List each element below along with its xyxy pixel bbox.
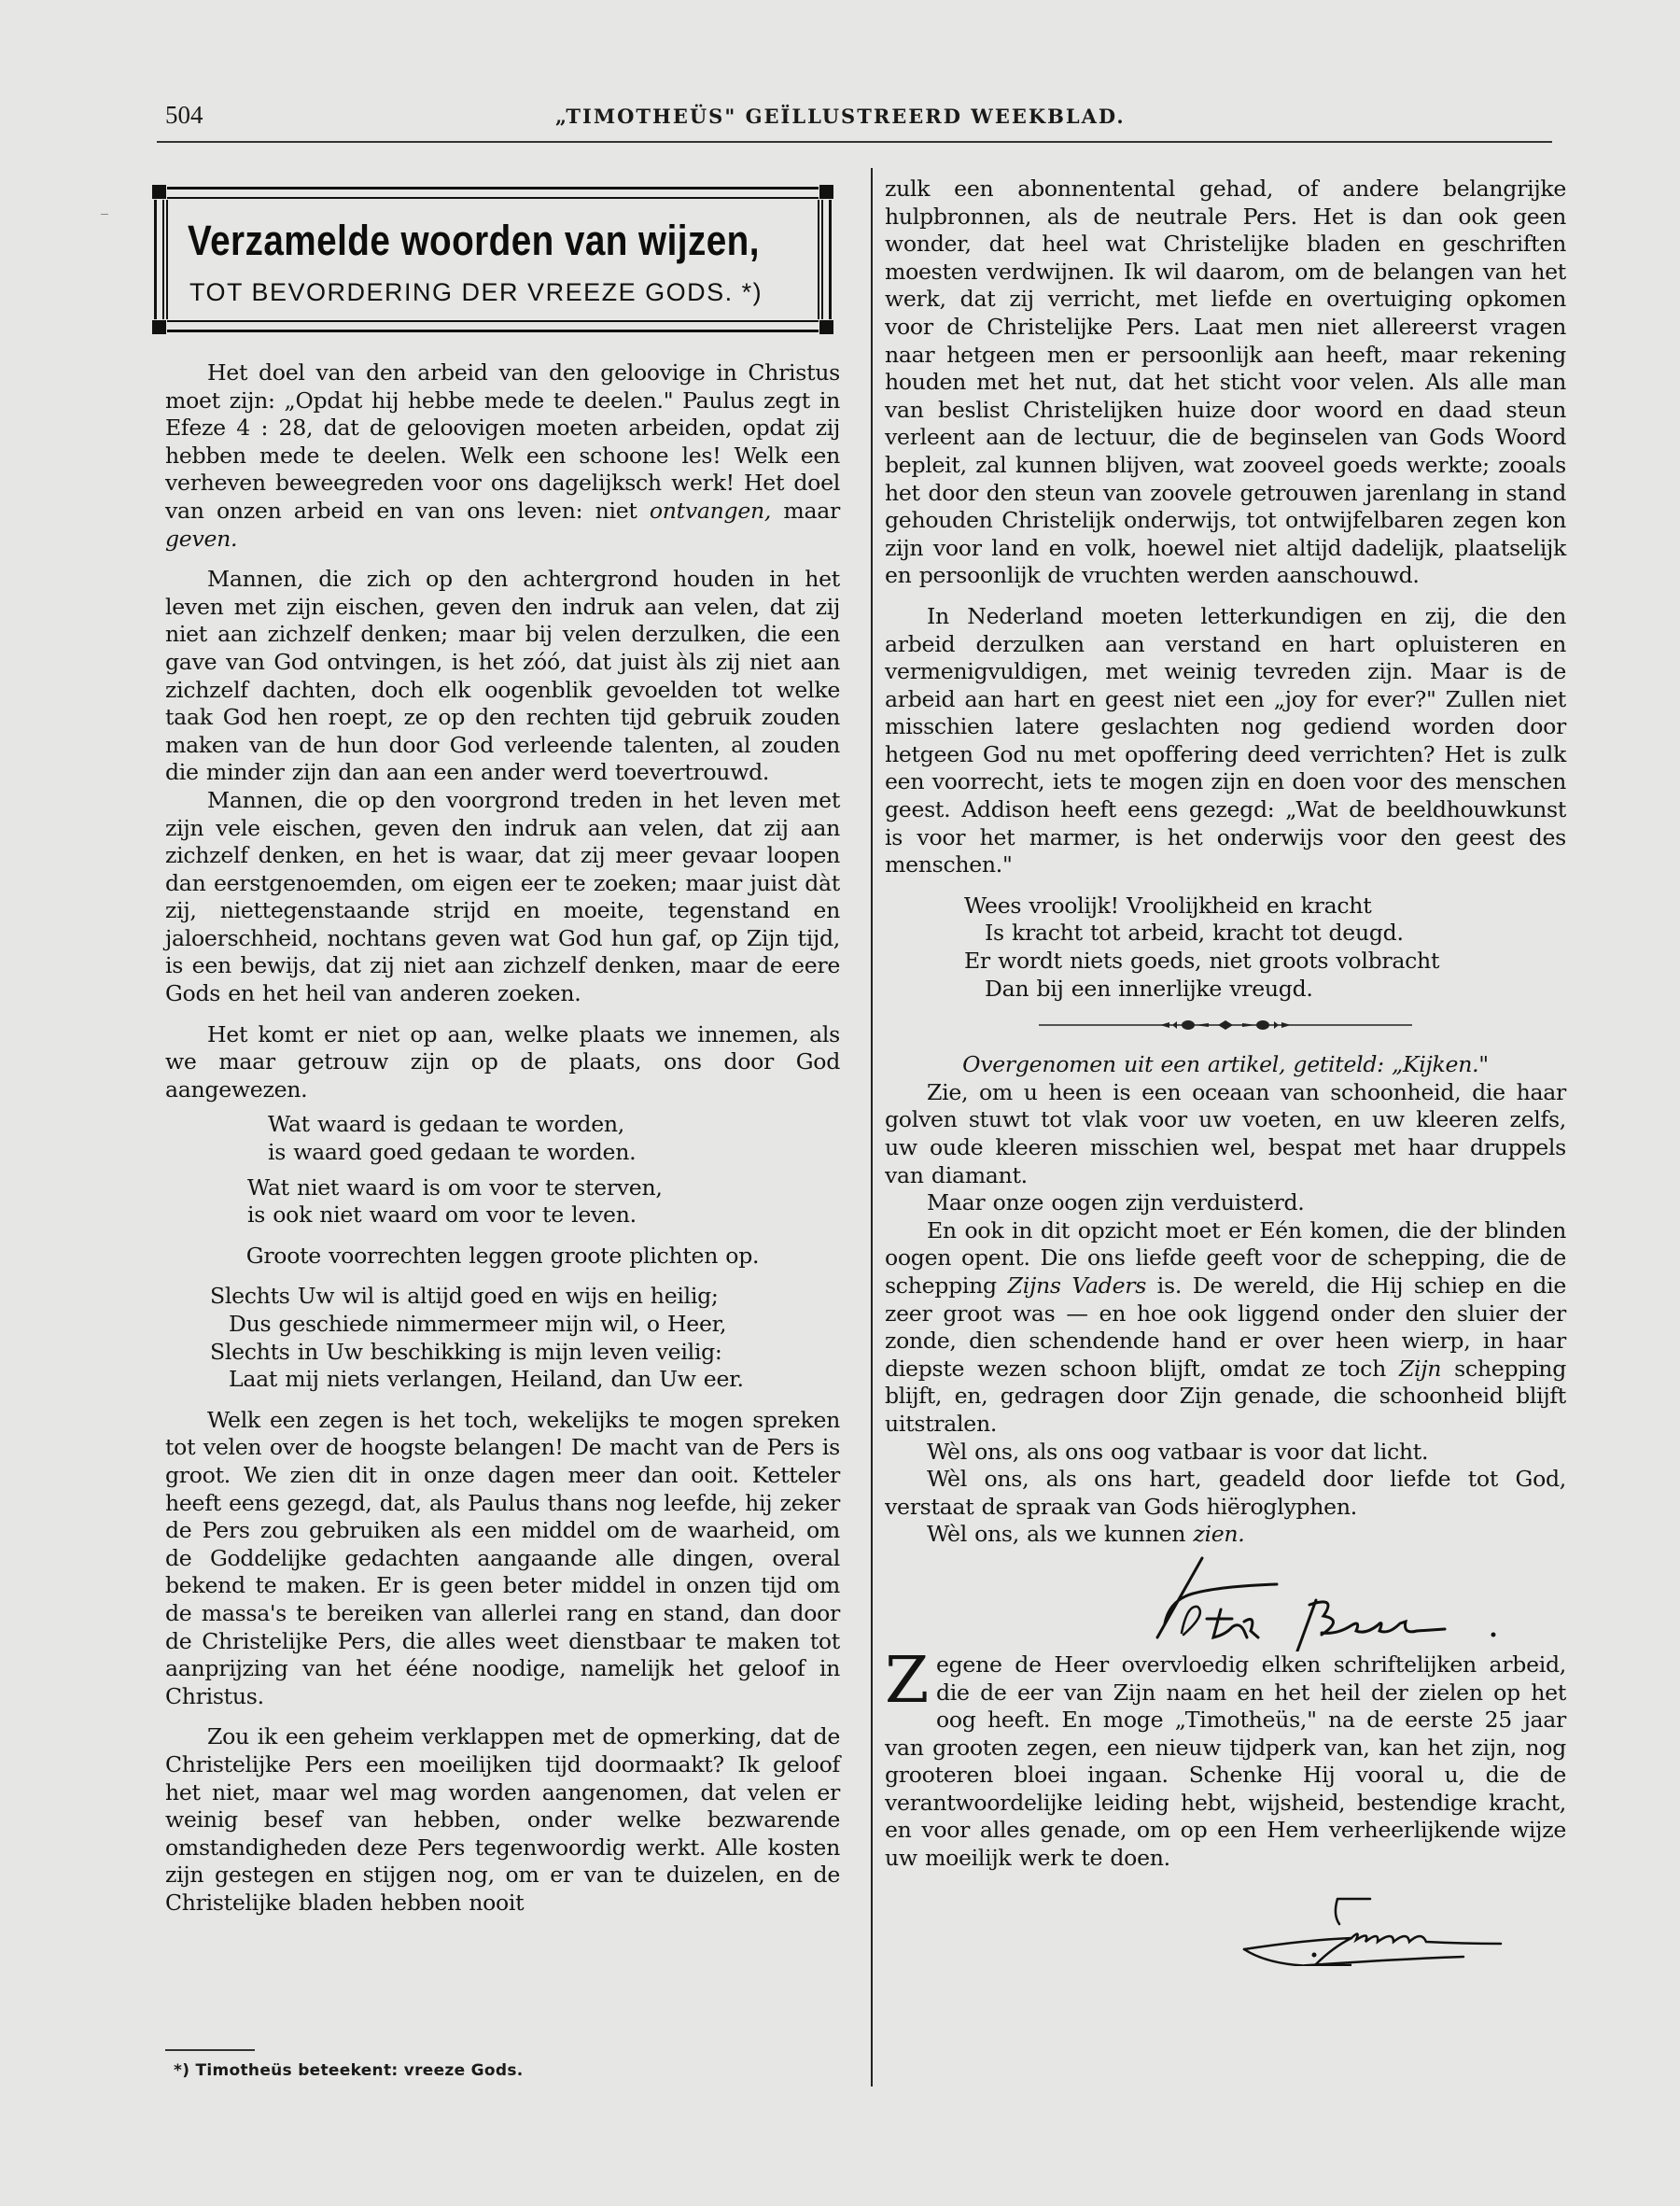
paragraph: Maar onze oogen zijn verduisterd. [927, 1189, 1305, 1216]
verse-line: Slechts in Uw beschikking is mijn leven veilig: [210, 1338, 722, 1365]
left-column [165, 359, 840, 1917]
divider-flourish [1160, 1022, 1169, 1028]
paragraph [885, 1217, 1566, 1439]
divider-flourish [1172, 1021, 1177, 1029]
paragraph: Zou ik een geheim verklappen met de opmerking, dat de Christelijke Pers een moeilijken tijd doormaakt? Ik geloof het niet, maar wel mag worden aangenomen, dat velen er weinig besef van hebben, onder welke bezwarende omstandigheden deze Pers tegenwoordig werkt. Alle kosten zijn gestegen en stijgen nog, om er van te duizelen, en de Christelijke bladen hebben nooit [165, 1723, 840, 1916]
signature-strokes [1157, 1558, 1445, 1651]
margin-speck [101, 214, 108, 215]
divider-flourish [1281, 1022, 1291, 1028]
verse-line: Dan bij een innerlijke vreugd. [985, 975, 1313, 1002]
paragraph: Mannen, die zich op den achtergrond houden in het leven met zijn eischen, geven den indruk aan velen, dat zij niet aan zichzelf denken; maar bij velen derzulken, die een gave van God ontvingen, is het zóó, dat juist àls zij niet aan zichzelf dachten, doch elk oogenblik gevoelden tot welke taak God hen roept, ze op den rechten tijd gebruik zouden maken van de hun door God verleende talenten, al zouden die minder zijn dan aan een ander werd toevertrouwd. [165, 566, 840, 786]
corner-ornament [819, 185, 833, 199]
footnote-rule [165, 2049, 255, 2051]
verse-line: Wees vroolijk! Vroolijkheid en kracht [964, 892, 1372, 919]
maxim: Groote voorrechten leggen groote plichten op. [245, 1242, 760, 1269]
verse-line: Laat mij niets verlangen, Heiland, dan Uw eer. [229, 1366, 744, 1393]
paragraph: Welk een zegen is het toch, wekelijks te mogen spreken tot velen over de hoogste belangen! De macht van de Pers is groot. We zien dit in onze dagen meer dan ooit. Ketteler heeft eens gezegd, dat, als Paulus thans nog leefde, hij zeker de Pers zou gebruiken als een middel om de waarheid, om de Goddelijke gedachten aangaande alle dingen, overal bekend te maken. Er is geen beter middel in onzen tijd om de massa's te bereiken van allerlei rang en stand, dan door de Christelijke Pers, die alles weet dienstbaar te maken tot aanprijzing van het ééne noodige, namelijk het geloof in Christus. [165, 1406, 840, 1709]
text-run: is. De wereld, die Hij schiep en die zeer groot was — en hoe ook liggend onder den sluier der zonde, dien schendende hand er over heen wierp, in haar diepste wezen schoon blijft, omdat ze toch [885, 1272, 1566, 1382]
text-run: En ook in dit opzicht moet er Eén komen, die der blinden oogen opent. Die ons liefde geeft voor de schepping, die de schepping [885, 1216, 1566, 1299]
verse-line: is waard goed gedaan te worden. [268, 1139, 637, 1166]
verse-line: Wat niet waard is om voor te sterven, [247, 1173, 663, 1201]
paragraph [885, 1521, 1566, 1549]
verse-line: Dus geschiede nimmermeer mijn wil, o Heer, [229, 1311, 727, 1337]
signature-dot [1491, 1632, 1496, 1637]
paragraph: Het komt er niet op aan, welke plaats we innemen, als we maar getrouw zijn op de plaats, ons door God aangewezen. [165, 1020, 840, 1103]
page-number: 504 [165, 101, 203, 129]
signature-strokes [1244, 1899, 1501, 1966]
paragraph: Wèl ons, als ons oog vatbaar is voor dat licht. [927, 1438, 1429, 1465]
drop-cap: Z [885, 1643, 929, 1718]
verse-stanza [885, 892, 1566, 1003]
article-title: Verzamelde woorden van wijzen, [188, 217, 760, 264]
paragraph [165, 359, 840, 553]
text-run: maar [771, 497, 840, 524]
verse-line: is ook niet waard om voor te leven. [247, 1201, 637, 1229]
text-run: schepping blijft, en, gedragen door Zijn genade, die schoonheid blijft uitstralen. [885, 1355, 1567, 1437]
border-line [818, 200, 819, 319]
border-line [821, 200, 823, 319]
divider-flourish [1256, 1020, 1269, 1030]
emphasis: zien. [1193, 1521, 1245, 1548]
paragraph: Wèl ons, als ons hart, geadeld door liefde tot God, verstaat de spraak van Gods hiëroglyphen. [885, 1466, 1566, 1520]
divider-flourish [1182, 1020, 1195, 1030]
paragraph: zulk een abonnentental gehad, of andere belangrijke hulpbronnen, als de neutrale Pers. Het is dan ook geen wonder, dat heel wat Christelijke bladen en geschriften moesten verdwijnen. Ik wil daarom, om de belangen van het werk, dat zij verricht, met liefde en overtuiging opkomen voor de Christelijke Pers. Laat men niet allereerst vragen naar hetgeen men er persoonlijk aan heeft, maar rekening houden met het nut, dat het sticht voor velen. Als alle man van beslist Christelijken huize door woord en daad steun verleent aan de lectuur, die de beginselen van Gods Woord bepleit, zal kunnen blijven, wat zooveel goeds werkte; zooals het door den steun van zoovele getrouwen jarenlang in stand gehouden Christelijk onderwijs, tot ontwijfelbaren zegen kon zijn voor land en volk, hoewel niet altijd dadelijk, plaatselijk en persoonlijk de vruchten werden aanschouwd. [885, 176, 1566, 589]
emphasis: geven. [165, 525, 238, 552]
handwritten-signature [885, 1549, 1566, 1651]
paragraph: In Nederland moeten letterkundigen en zij, die den arbeid derzulken aan verstand en hart opluisteren en vermenigvuldigen, met weinig tevreden zijn. Maar is de arbeid aan hart en geest niet een „joy for ever?" Zullen niet misschien latere geslachten nog gediend worden door hetgeen God nu met opoffering deed verrichten? Het is zulk een voorrecht, iets te mogen zijn en doen voor des menschen geest. Addison heeft eens gezegd: „Wat de beeldhouwkunst is voor het marmer, is het onderwijs voor den geest des menschen." [885, 602, 1566, 878]
handwritten-signature [885, 1873, 1566, 1966]
paragraph: Zie, om u heen is een oceaan van schoonheid, die haar golven stuwt tot vlak voor uw voeten, en uw kleeren zelfs, uw oude kleeren misschien wel, bespat met haar druppels van diamant. [885, 1078, 1566, 1188]
verse-stanza [165, 1283, 840, 1393]
text-run: egene de Heer overvloedig elken schriftelijken arbeid, die de eer van Zijn naam en het heil der zielen op het oog heeft. En moge „Timotheüs," na de eerste 25 jaar van grooten zegen, een nieuw tijdperk van, kan het zijn, nog grooteren bloei ingaan. Schenke Hij vooral u, die de verantwoordelijke leiding hebt, wijsheid, bestendige kracht, en voor alles genade, om op een Hem verheerlijkende wijze uw moeilijk werk te doen. [885, 1651, 1566, 1872]
verse-stanza [165, 1174, 840, 1229]
header-rule [157, 141, 1552, 143]
border-line [166, 200, 168, 319]
corner-ornament [152, 320, 166, 334]
running-title: „TIMOTHEÜS" GEÏLLUSTREERD WEEKBLAD. [555, 105, 1126, 128]
divider-flourish [1274, 1021, 1279, 1029]
ornamental-divider [1039, 1016, 1412, 1034]
border-line [167, 187, 819, 190]
divider-flourish [1195, 1023, 1209, 1027]
border-line [162, 200, 164, 319]
paragraph: Mannen, die op den voorgrond treden in het leven met zijn vele eischen, geven den indruk aan velen, dat zij aan zichzelf denken, en het is waar, dat zij meer gevaar loopen dan eerstgenoemden, om eigen eer te zoeken; maar juist dàt zij, niettegenstaande strijd en moeite, tegenstand en jaloerschheid, nochtans geven wat God hun gaf, op Zijn tijd, is een bewijs, dat zij niet aan zichzelf denken, maar de eere Gods en het heil van anderen zoeken. [165, 786, 840, 1007]
verse-stanza [165, 1111, 840, 1166]
footnote: *) Timotheüs beteekent: vreeze Gods. [174, 2061, 524, 2080]
article-title-box [152, 185, 833, 334]
verse-line: Is kracht tot arbeid, kracht tot deugd. [985, 920, 1404, 947]
emphasis: ontvangen, [649, 497, 772, 524]
verse-line: Wat waard is gedaan te worden, [268, 1111, 624, 1138]
divider-flourish [1242, 1023, 1256, 1027]
emphasis: Zijn [1398, 1355, 1442, 1382]
corner-ornament [819, 320, 833, 334]
signature-dot [1312, 1952, 1317, 1957]
verse-line: Slechts Uw wil is altijd goed en wijs en heilig; [210, 1283, 719, 1310]
verse-line: Er wordt niets goeds, niet groots volbracht [964, 948, 1440, 975]
text-run: Wèl ons, als we kunnen [927, 1521, 1194, 1548]
right-column [885, 176, 1566, 1966]
article-subtitle: TOT BEVORDERING DER VREEZE GODS. *) [189, 278, 763, 306]
column-divider [871, 168, 873, 2087]
emphasis: Zijns Vaders [1007, 1272, 1147, 1299]
divider-diamond [1218, 1020, 1233, 1030]
border-line [167, 320, 819, 322]
closing-paragraph [885, 1643, 1566, 1873]
excerpt-intro: Overgenomen uit een artikel, getiteld: „Kijken." [962, 1051, 1489, 1078]
corner-ornament [152, 185, 166, 199]
text-run: Het doel van den arbeid van den geloovige in Christus moet zijn: „Opdat hij hebbe mede te deelen." Paulus zegt in Efeze 4 : 28, dat de geloovigen moeten arbeiden, opdat zij hebben mede te deelen. Welk een schoone les! Welk een verheven beweegreden voor ons dagelijksch werk! Het doel van onzen arbeid en van ons leven: niet [165, 359, 840, 524]
border-line [829, 200, 832, 319]
border-line [167, 330, 819, 332]
border-line [154, 200, 157, 319]
border-line [167, 197, 819, 199]
